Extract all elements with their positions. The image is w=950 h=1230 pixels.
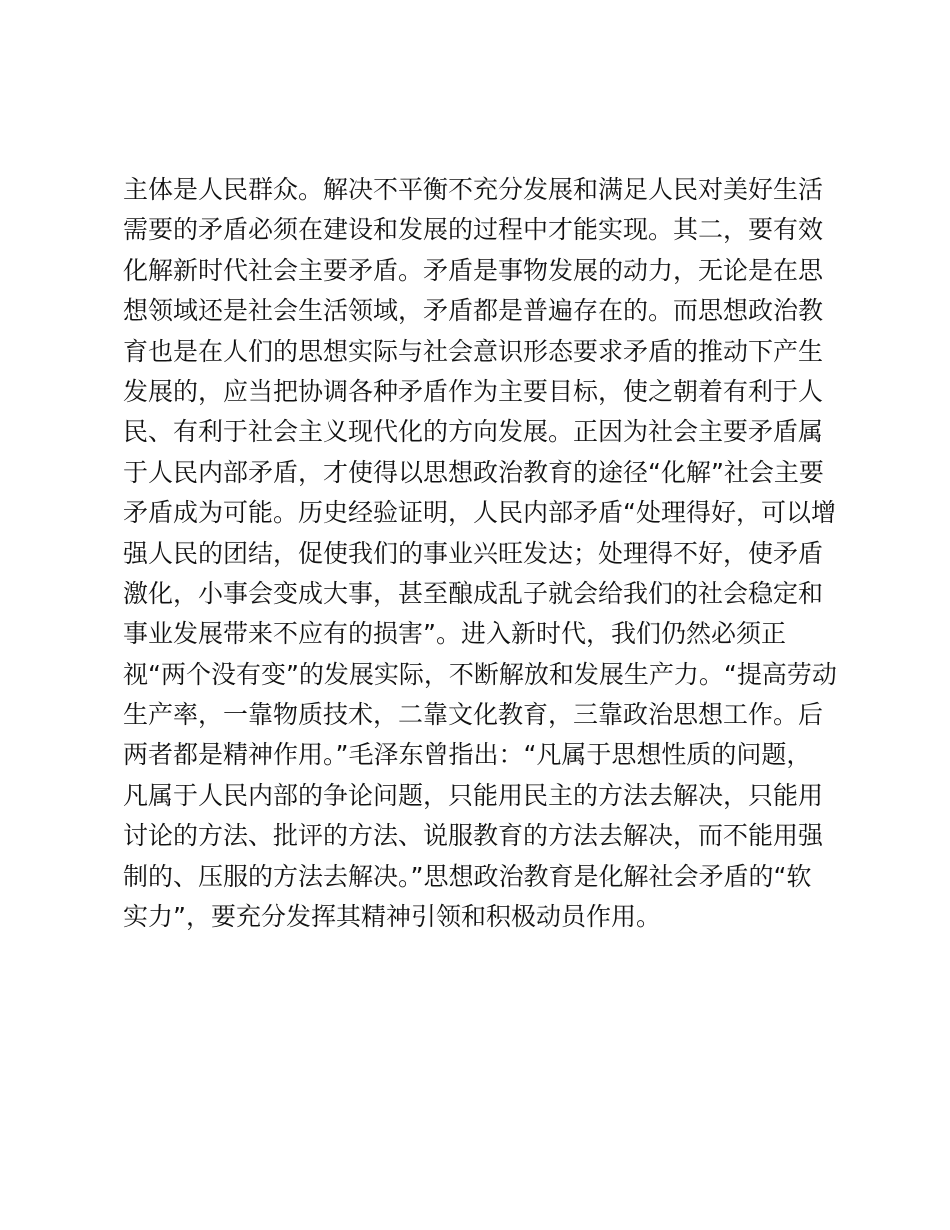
text-line-9: 矛盾成为可能。历史经验证明，人民内部矛盾“处理得好，可以增 (123, 498, 836, 528)
text-line-3: 化解新时代社会主要矛盾。矛盾是事物发展的动力，无论是在思 (123, 255, 824, 285)
text-line-12: 事业发展带来不应有的损害”。进入新时代，我们仍然必须正 (123, 619, 786, 649)
body-paragraph (123, 170, 843, 937)
text-line-8: 于人民内部矛盾，才使得以思想政治教育的途径“化解”社会主要 (123, 457, 824, 487)
text-line-14: 生产率，一靠物质技术，二靠文化教育，三靠政治思想工作。后 (123, 700, 824, 730)
text-line-4: 想领域还是社会生活领域，矛盾都是普遍存在的。而思想政治教 (123, 296, 824, 326)
text-line-19: 实力”，要充分发挥其精神引领和积极动员作用。 (123, 902, 661, 932)
text-line-10: 强人民的团结，促使我们的事业兴旺发达；处理得不好，使矛盾 (123, 538, 824, 568)
text-line-15: 两者都是精神作用。”毛泽东曾指出：“凡属于思想性质的问题， (123, 740, 812, 770)
text-line-16: 凡属于人民内部的争论问题，只能用民主的方法去解决，只能用 (123, 780, 824, 810)
text-line-5: 育也是在人们的思想实际与社会意识形态要求矛盾的推动下产生 (123, 336, 824, 366)
text-line-18: 制的、压服的方法去解决。”思想政治教育是化解社会矛盾的“软 (123, 861, 812, 891)
text-line-13: 视“两个没有变”的发展实际，不断解放和发展生产力。“提高劳动 (123, 659, 837, 689)
text-line-17: 讨论的方法、批评的方法、说服教育的方法去解决，而不能用强 (123, 821, 824, 851)
text-line-1: 主体是人民群众。解决不平衡不充分发展和满足人民对美好生活 (123, 175, 824, 204)
text-line-2: 需要的矛盾必须在建设和发展的过程中才能实现。其二，要有效 (123, 215, 824, 245)
text-line-6: 发展的，应当把协调各种矛盾作为主要目标，使之朝着有利于人 (123, 376, 824, 406)
text-line-7: 民、有利于社会主义现代化的方向发展。正因为社会主要矛盾属 (123, 417, 824, 447)
text-line-11: 激化，小事会变成大事，甚至酿成乱子就会给我们的社会稳定和 (123, 578, 824, 608)
